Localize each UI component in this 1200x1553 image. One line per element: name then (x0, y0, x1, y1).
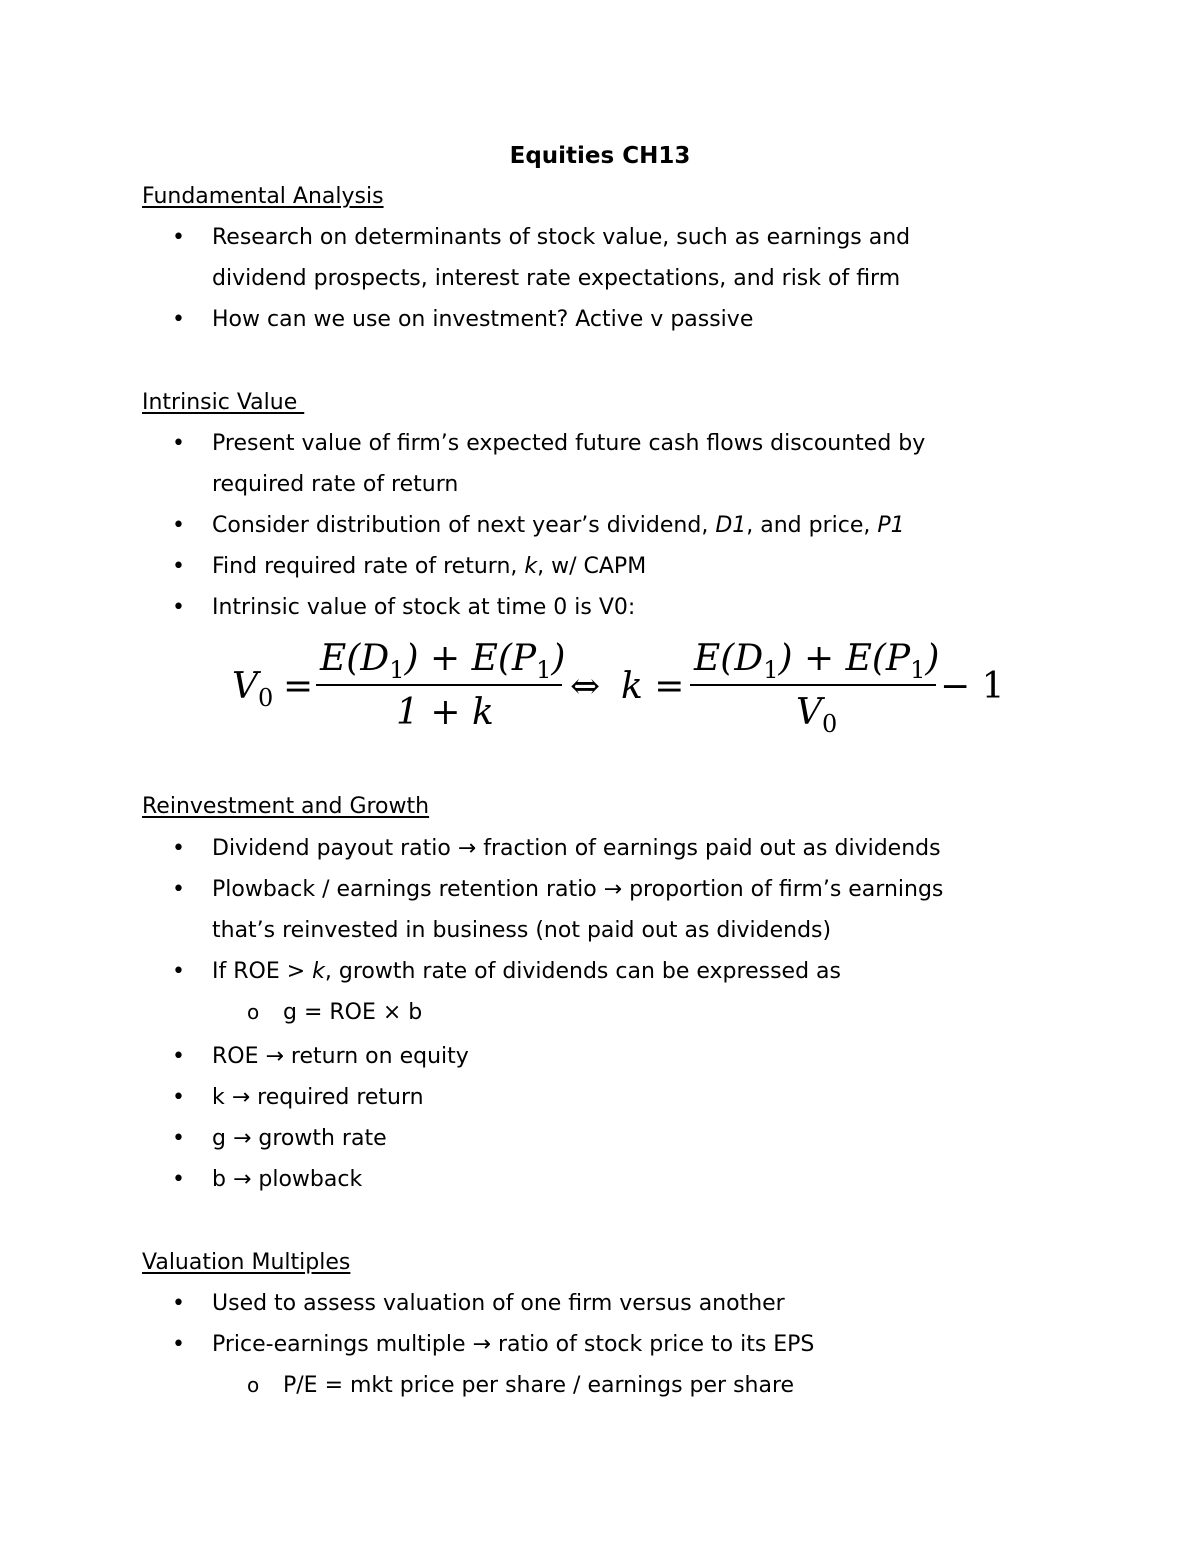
formula-equals: = (283, 666, 314, 707)
list-item: • Research on determinants of stock value, such as earnings and (212, 217, 910, 258)
var-k: k (312, 959, 325, 984)
var-p1: P1 (877, 513, 905, 538)
fraction-bar (316, 684, 562, 686)
sub-list-item: o g = ROE × b (283, 992, 422, 1033)
formula-lhs: $V_0$ (232, 666, 274, 712)
iff-symbol: ⇔ (570, 666, 601, 707)
item-text: , and price, (746, 513, 878, 538)
formula-minus-one: − 1 (940, 666, 1005, 707)
list-item: • Plowback / earnings retention ratio → proportion of firm’s earnings (212, 869, 943, 910)
list-item: • Price-earnings multiple → ratio of stock price to its EPS (212, 1324, 814, 1365)
list-item: • How can we use on investment? Active v passive (212, 299, 753, 340)
item-text: , w/ CAPM (537, 554, 647, 579)
list-item (212, 951, 841, 992)
list-item: • Intrinsic value of stock at time 0 is V0: (212, 587, 635, 628)
list-item-continuation: that’s reinvested in business (not paid out as dividends) (212, 918, 832, 943)
fraction-bar (690, 684, 936, 686)
page-title: Equities CH13 (509, 143, 691, 169)
item-text: If ROE > (212, 959, 313, 984)
heading-fundamental-analysis: Fundamental Analysis (142, 184, 384, 209)
item-text: Consider distribution of next year’s dividend, (212, 513, 716, 538)
item-text: Find required rate of return, (212, 554, 525, 579)
intrinsic-value-formula (228, 636, 1008, 740)
list-item: • Used to assess valuation of one firm versus another (212, 1283, 785, 1324)
heading-reinvestment-growth: Reinvestment and Growth (142, 794, 430, 819)
sub-list-item: o P/E = mkt price per share / earnings per share (283, 1365, 794, 1406)
heading-valuation-multiples: Valuation Multiples (142, 1250, 351, 1275)
list-item: • k → required return (212, 1077, 424, 1118)
list-item: • ROE → return on equity (212, 1036, 469, 1077)
formula-k-equals: k = (621, 666, 685, 707)
list-item: • b → plowback (212, 1159, 362, 1200)
list-item: • Dividend payout ratio → fraction of earnings paid out as dividends (212, 828, 941, 869)
var-k: k (524, 554, 538, 579)
list-item: • g → growth rate (212, 1118, 387, 1159)
var-d1: D1 (715, 513, 747, 538)
list-item (212, 546, 646, 587)
formula-numerator-1: $E(D_1) + E(P_1)$ (320, 638, 566, 684)
item-text: , growth rate of dividends can be expressed as (324, 959, 841, 984)
formula-denominator-2: $V_0$ (796, 692, 838, 738)
list-item-continuation: required rate of return (212, 472, 459, 497)
formula-numerator-2: $E(D_1) + E(P_1)$ (694, 638, 940, 684)
list-item: • Present value of firm’s expected future cash flows discounted by (212, 423, 925, 464)
list-item (212, 505, 905, 546)
formula-denominator-1: 1 + k (396, 692, 494, 733)
list-item-continuation: dividend prospects, interest rate expectations, and risk of firm (212, 266, 901, 291)
heading-intrinsic-value: Intrinsic Value (142, 390, 305, 415)
